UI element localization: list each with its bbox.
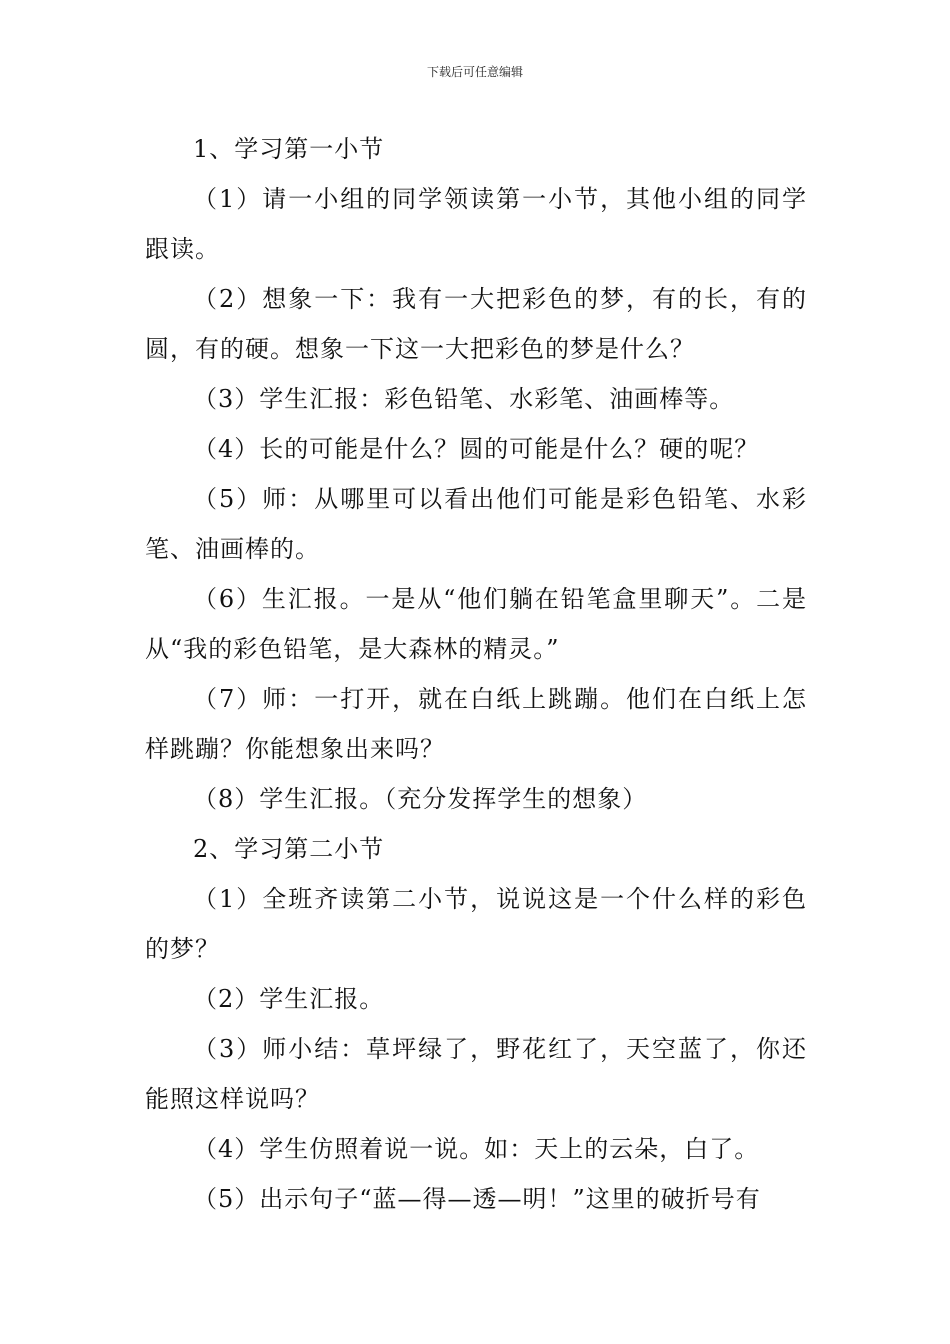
paragraph: （1）全班齐读第二小节，说说这是一个什么样的彩色的梦？ (145, 885, 807, 963)
section-heading-2: 2、学习第二小节 (193, 835, 385, 863)
page-header: 下载后可任意编辑 (426, 65, 523, 79)
paragraph: （1）请一小组的同学领读第一小节，其他小组的同学跟读。 (145, 185, 807, 263)
paragraph: （6）生汇报。一是从“他们躺在铅笔盒里聊天”。二是从“我的彩色铅笔，是大森林的精灵。” (145, 585, 807, 663)
section-heading-1: 1、学习第一小节 (193, 135, 385, 163)
paragraph: （3）学生汇报：彩色铅笔、水彩笔、油画棒等。 (193, 385, 735, 413)
paragraph: （4）学生仿照着说一说。如：天上的云朵，白了。 (193, 1135, 760, 1163)
paragraph: （3）师小结：草坪绿了，野花红了，天空蓝了，你还能照这样说吗？ (145, 1035, 807, 1113)
paragraph: （5）师：从哪里可以看出他们可能是彩色铅笔、水彩笔、油画棒的。 (145, 485, 807, 563)
document-body (145, 124, 807, 1224)
paragraph: （2）想象一下：我有一大把彩色的梦，有的长，有的圆，有的硬。想象一下这一大把彩色的梦是什么？ (145, 285, 807, 363)
paragraph: （7）师：一打开，就在白纸上跳蹦。他们在白纸上怎样跳蹦？你能想象出来吗？ (145, 685, 807, 763)
paragraph: （5）出示句子“蓝—得—透—明！”这里的破折号有 (193, 1185, 761, 1213)
paragraph: （2）学生汇报。 (193, 985, 385, 1013)
paragraph: （8）学生汇报。（充分发挥学生的想象） (193, 785, 648, 813)
paragraph: （4）长的可能是什么？圆的可能是什么？硬的呢？ (193, 435, 760, 463)
